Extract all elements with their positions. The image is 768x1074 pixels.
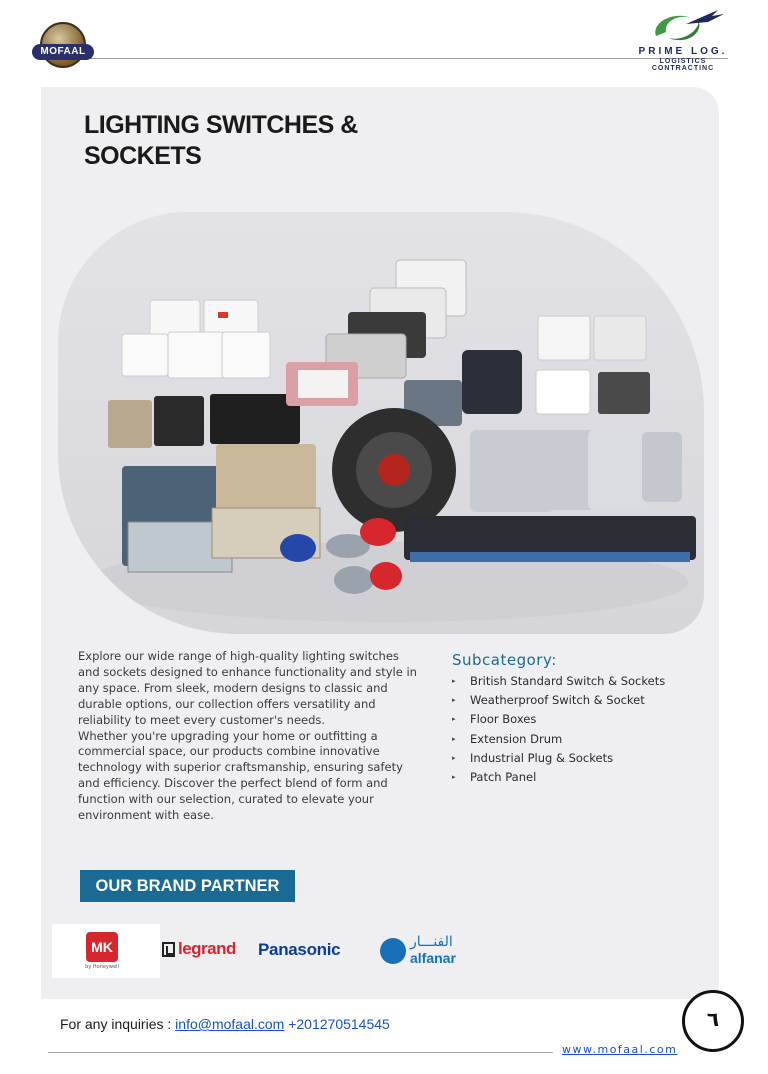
list-item[interactable]: ▸ British Standard Switch & Sockets (452, 672, 665, 691)
subcategory-list (452, 672, 665, 787)
inquiry-line (60, 1016, 390, 1032)
brand-logo-panasonic: Panasonic (258, 940, 341, 959)
bullet-icon: ▸ (452, 734, 456, 743)
page-number: ٦ (682, 990, 744, 1052)
list-item[interactable]: ▸ Extension Drum (452, 730, 665, 749)
primelog-logo (628, 6, 738, 70)
brand-logo-legrand (162, 939, 236, 959)
alfanar-name: alfanar (410, 950, 456, 966)
page-title: LIGHTING SWITCHES & SOCKETS (84, 111, 358, 170)
mk-subtitle: by Honeywell (85, 964, 119, 970)
bullet-icon: ▸ (452, 772, 456, 781)
brand-logo-mk (52, 924, 160, 978)
legrand-mark-icon (162, 942, 175, 957)
subcategory-title: Subcategory: (452, 651, 557, 669)
mk-logo-text: MK (86, 932, 118, 962)
bullet-icon: ▸ (452, 677, 456, 685)
brand-logos (52, 924, 482, 978)
mofaal-logo-text: MOFAAL (32, 44, 94, 60)
list-item[interactable]: ▸ Patch Panel (452, 768, 665, 787)
page-header (0, 0, 768, 80)
alfanar-arabic-name: الفنـــار (410, 934, 453, 950)
bullet-icon: ▸ (452, 715, 456, 724)
description-text: Explore our wide range of high-quality lighting switches and sockets designed to enhance functionality and style in any space. From sleek, modern designs to classic and durable options, our collection offers versatility and reliability to meet every customer's needs. Whether you're upgrading your home or outfitting a commercial space, our products combine innovative technology with superior craftsmanship, ensuring safety and efficiency. Discover the perfect blend of form and function with our selection, curated to elevate your environment with ease. (78, 649, 417, 823)
product-collage-image (58, 212, 704, 634)
list-item[interactable]: ▸ Floor Boxes (452, 710, 665, 729)
bullet-icon: ▸ (452, 753, 456, 762)
bullet-icon: ▸ (452, 696, 456, 705)
email-link[interactable]: info@mofaal.com (175, 1016, 285, 1032)
product-collage-illustration (58, 212, 704, 634)
inquiry-label: For any inquiries : (60, 1016, 172, 1032)
alfanar-globe-icon (380, 938, 406, 964)
brand-partner-banner: OUR BRAND PARTNER (80, 870, 295, 902)
airplane-swoosh-icon (646, 6, 726, 46)
list-item[interactable]: ▸ Industrial Plug & Sockets (452, 749, 665, 768)
legrand-name: legrand (178, 939, 236, 958)
primelog-tagline: LOGISTICS CONTRACTINC (651, 58, 715, 72)
website-link[interactable]: www.mofaal.com (562, 1043, 678, 1056)
list-item[interactable]: ▸ Weatherproof Switch & Socket (452, 691, 665, 710)
primelog-name: PRIME LOG. (638, 46, 728, 57)
phone-number[interactable]: +201270514545 (288, 1016, 390, 1032)
brand-logo-alfanar (380, 934, 480, 974)
mofaal-logo (32, 18, 94, 76)
footer-rule (48, 1052, 553, 1053)
